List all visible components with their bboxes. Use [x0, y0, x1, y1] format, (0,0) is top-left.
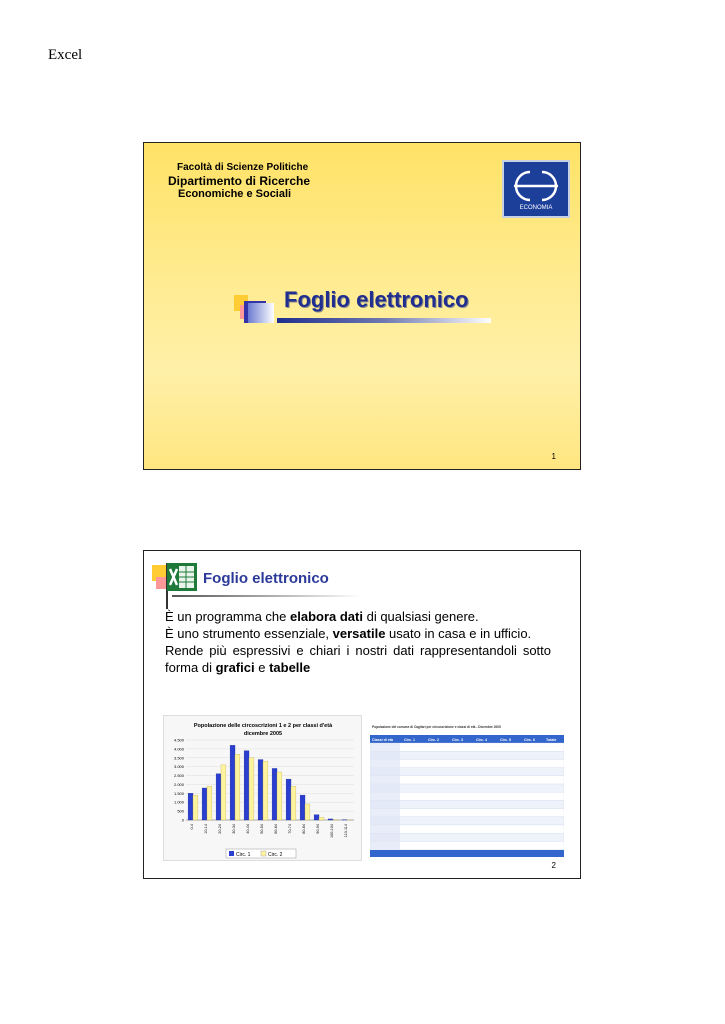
bar-1-70-74: [286, 779, 291, 820]
y-tick-label: 4.000: [173, 746, 184, 752]
x-tick-label: 90-94: [316, 824, 320, 834]
bar-2-40-44: [249, 758, 254, 820]
bar-2-80-84: [305, 804, 310, 820]
table-first-column: [370, 743, 400, 850]
table-header-cell: Circ. 3: [452, 738, 463, 742]
y-tick-label: 2.000: [173, 781, 184, 787]
x-tick-label: 110-114: [344, 824, 348, 838]
slide-number: 2: [551, 861, 556, 870]
x-tick-label: 10-14: [204, 824, 208, 834]
bar-2-50-54: [263, 761, 268, 820]
table-header-cell: Circ. 5: [500, 738, 511, 742]
population-chart: [163, 715, 362, 861]
table-header-cell: Classi di età: [372, 738, 393, 742]
bar-1-90-94: [314, 815, 319, 820]
slide-2: [143, 550, 581, 879]
y-tick-label: 4.500: [173, 737, 184, 743]
legend-swatch-circ-1: [229, 851, 234, 856]
bar-2-20-24: [221, 765, 226, 820]
bar-2-70-74: [291, 786, 296, 820]
slide-2-title: Foglio elettronico: [203, 570, 329, 587]
title-underline: [172, 595, 362, 597]
title-underline: [277, 318, 491, 323]
table-header-cell: Circ. 6: [524, 738, 535, 742]
legend-swatch-circ-2: [261, 851, 266, 856]
bar-1-50-54: [258, 760, 263, 820]
bar-1-0-4: [188, 793, 193, 820]
y-tick-label: 0: [181, 817, 184, 823]
chart-legend: [226, 849, 296, 858]
chart-title-line-2: dicembre 2005: [243, 731, 283, 737]
y-tick-label: 3.000: [173, 764, 184, 770]
paragraph-2: È uno strumento essenziale, versatile usato in casa e in ufficio.: [165, 626, 532, 641]
slide-body: [165, 608, 551, 676]
x-tick-label: 80-84: [302, 824, 306, 834]
bar-2-60-64: [277, 772, 282, 820]
chart-title-line-1: Popolazione delle circoscrizioni 1 e 2 per classi d'età: [193, 723, 333, 729]
bar-1-20-24: [216, 774, 221, 820]
x-tick-label: 50-54: [260, 824, 264, 834]
bar-1-60-64: [272, 768, 277, 820]
x-tick-label: 100-104: [330, 824, 334, 838]
bar-1-30-34: [230, 745, 235, 820]
bar-2-10-14: [207, 786, 212, 820]
bar-1-80-84: [300, 795, 305, 820]
legend-label-circ-2: Circ. 2: [268, 852, 283, 858]
paragraph-1: È un programma che elabora dati di qualsiasi genere.: [165, 609, 479, 624]
page-header: Excel: [48, 47, 83, 63]
population-table: [370, 723, 564, 861]
y-tick-label: 500: [177, 808, 184, 814]
y-tick-label: 3.500: [173, 755, 184, 761]
table-header-cell: Circ. 2: [428, 738, 439, 742]
slide-1-title: Foglio elettronico: [284, 287, 469, 312]
x-tick-label: 60-64: [274, 824, 278, 834]
table-header-cell: Totale: [546, 738, 557, 742]
bar-2-0-4: [193, 795, 198, 820]
title-decoration-icon: [234, 291, 278, 331]
y-tick-label: 1.500: [173, 790, 184, 796]
slide-number: 1: [551, 452, 556, 461]
department-line-1: Dipartimento di Ricerche: [168, 174, 311, 188]
bar-1-100-104: [328, 819, 333, 820]
svg-text:ECONOMIA: ECONOMIA: [519, 205, 553, 211]
table-header-cell: Circ. 4: [476, 738, 487, 742]
table-header-cell: Circ. 1: [404, 738, 415, 742]
paragraph-3: Rende più espressivi e chiari i nostri dati rappresentandoli sotto forma di grafici e tabelle: [165, 643, 551, 675]
excel-icon: [167, 563, 197, 591]
bar-2-90-94: [319, 817, 324, 820]
department-line-2: Economiche e Sociali: [178, 188, 292, 200]
table-caption: Popolazione del comune di Cagliari per circoscrizione e classi di età - Dicembre 2005: [372, 725, 501, 729]
x-tick-label: 20-24: [218, 824, 222, 834]
bar-2-30-34: [235, 754, 240, 820]
bar-1-40-44: [244, 751, 249, 820]
x-tick-label: 40-44: [246, 824, 250, 834]
x-tick-label: 0-4: [190, 824, 194, 830]
bar-2-100-104: [333, 819, 338, 820]
faculty-name: Facoltà di Scienze Politiche: [177, 162, 309, 173]
x-tick-label: 70-74: [288, 824, 292, 834]
y-tick-label: 1.000: [173, 799, 184, 805]
legend-label-circ-1: Circ. 1: [236, 852, 251, 858]
bar-1-10-14: [202, 788, 207, 820]
slide-1: [143, 142, 581, 470]
x-tick-label: 30-34: [232, 824, 236, 834]
economia-logo: [502, 160, 570, 218]
y-tick-label: 2.500: [173, 773, 184, 779]
